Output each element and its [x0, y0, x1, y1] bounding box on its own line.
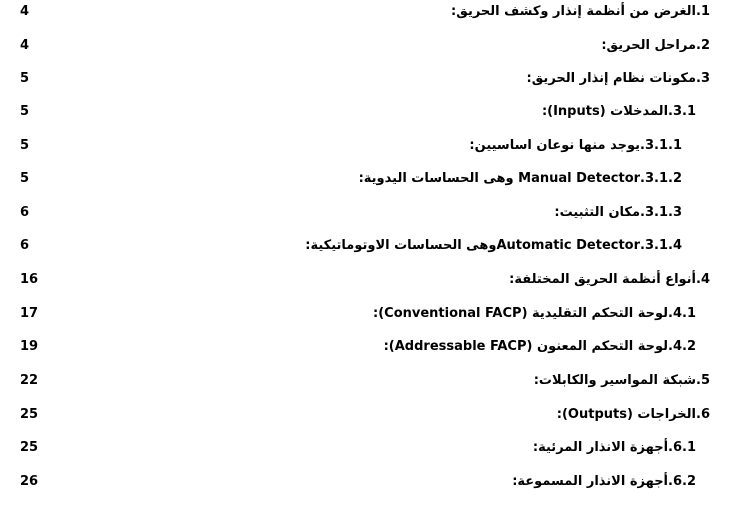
toc-page-number: 16 [20, 272, 39, 287]
toc-title: 3.1.3.مكان التثبيت: [554, 205, 682, 220]
toc-title: 3.1.المدخلات (Inputs): [541, 104, 696, 119]
toc-title: 3.1.1.يوجد منها نوعان اساسيين: [469, 138, 682, 153]
toc-page-number: 26 [20, 474, 39, 489]
toc-title: 5.شبكة المواسير والكابلات: [533, 373, 710, 388]
toc-entry-5[interactable] [20, 369, 710, 391]
toc-title: 3.1.2.Manual Detector وهى الحساسات اليدوية: [358, 171, 682, 186]
toc-title: 6.2.أجهزة الانذار المسموعة: [512, 474, 696, 489]
toc-entry-3[interactable] [20, 67, 710, 89]
toc-page-number: 4 [20, 38, 30, 53]
toc-entry-3-1-1[interactable] [20, 134, 710, 156]
toc-page-number: 5 [20, 104, 30, 119]
toc-title: 4.أنواع أنظمة الحريق المختلفة: [509, 272, 710, 287]
toc-page-number: 25 [20, 407, 39, 422]
toc-entry-4-2[interactable] [20, 335, 710, 357]
toc-entry-6[interactable] [20, 403, 710, 425]
toc-page-number: 25 [20, 440, 39, 455]
toc-entry-6-2[interactable] [20, 470, 710, 492]
toc-title: 1.الغرض من أنظمة إنذار وكشف الحريق: [451, 4, 710, 19]
toc-page-number: 22 [20, 373, 39, 388]
toc-entry-1[interactable] [20, 0, 710, 22]
toc-page-number: 4 [20, 4, 30, 19]
toc-page-number: 5 [20, 138, 30, 153]
toc-entry-3-1-4[interactable] [20, 234, 710, 256]
toc-page-number: 6 [20, 205, 30, 220]
toc-title: 2.مراحل الحريق: [601, 38, 710, 53]
toc-entry-3-1[interactable] [20, 100, 710, 122]
toc-page-number: 5 [20, 171, 30, 186]
toc-title: 6.1.أجهزة الانذار المرئية: [532, 440, 696, 455]
toc-page-number: 5 [20, 71, 30, 86]
toc-entry-2[interactable] [20, 34, 710, 56]
toc-entry-4-1[interactable] [20, 302, 710, 324]
toc-page-number: 17 [20, 306, 39, 321]
toc-entry-3-1-3[interactable] [20, 201, 710, 223]
toc-title: 4.2.لوحة التحكم المعنون (Addressable FACP): [383, 339, 696, 354]
toc-entry-3-1-2[interactable] [20, 167, 710, 189]
toc-title: 3.1.4.Automatic Detectorوهى الحساسات الاوتوماتيكية: [305, 238, 682, 253]
toc-title: 3.مكونات نظام إنذار الحريق: [526, 71, 710, 86]
toc-title: 4.1.لوحة التحكم التقليدية (Conventional FACP): [373, 306, 696, 321]
toc-page-number: 19 [20, 339, 39, 354]
toc-page-number: 6 [20, 238, 30, 253]
toc-title: 6.الخراجات (Outputs): [556, 407, 710, 422]
toc-entry-4[interactable] [20, 268, 710, 290]
toc-entry-6-1[interactable] [20, 436, 710, 458]
